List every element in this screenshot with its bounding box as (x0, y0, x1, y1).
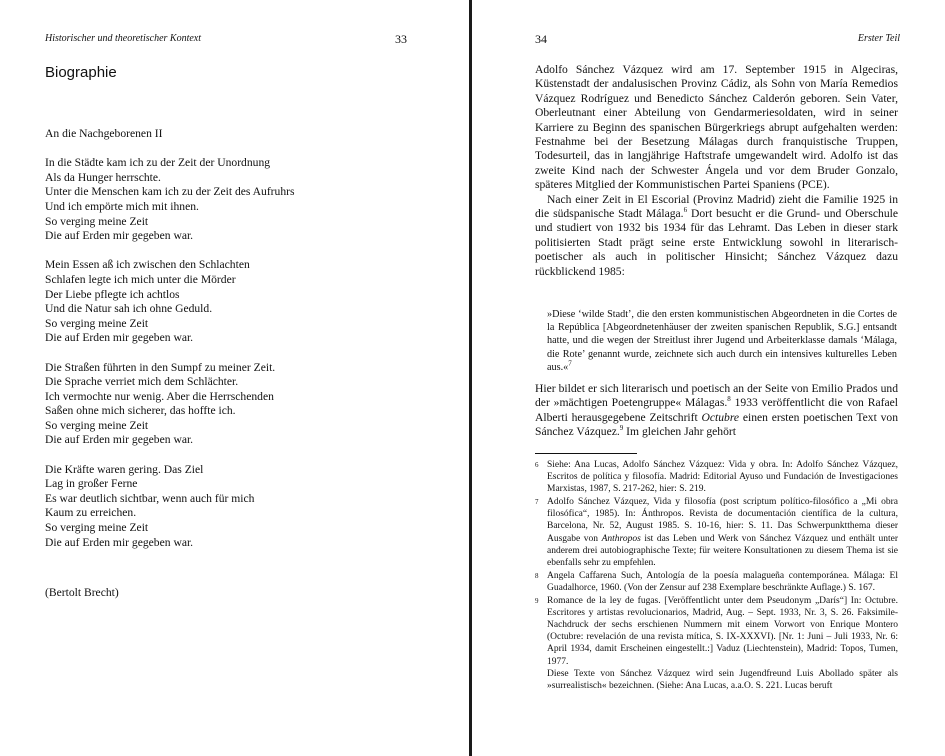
journal-title: Octubre (701, 410, 740, 424)
poem-line: Ich vermochte nur wenig. Aber die Herrschenden (45, 389, 274, 403)
paragraph-3-text: Im gleichen Jahr gehört (623, 425, 736, 439)
quote-text: »Diese ‘wilde Stadt’, die den ersten kommunistischen Abgeordneten in die Cortes de la República [Abgeordnetenhäuser der zweiten spanischen Republik, S.G.] entsandt hatte, und die wegen der Streitlust ihrer Jugend und Arbeiterklasse damals ‘Málaga, die Rote’ genannt wurde, zeichnete sich auch durch ein intensives kulturelles Leben aus.« (547, 309, 897, 373)
footnote-italic: Anthropos (601, 533, 641, 544)
poem-line: Unter die Menschen kam ich zu der Zeit des Aufruhrs (45, 185, 295, 199)
paragraph-2-text: Dort besucht er die Grund- und Oberschule und studiert von 1932 bis 1934 für das Lehramt. Das Leben in dieser stark politisierten Stadt prägt seine erste Entwicklung sowohl in literarisch-poetischer als auch in politischer Hinsicht; Sánchez Vázquez dazu rückblickend 1985: (535, 207, 898, 278)
poem-line: So verging meine Zeit (45, 316, 149, 330)
paragraph-3-text: einen ersten poetischen Text von Sánchez Vázquez. (535, 410, 898, 439)
paragraph-3 (535, 382, 898, 440)
footnote-number: 8 (535, 571, 539, 580)
footnote-text: ist das Leben und Werk von Sánchez Vázquez und enthält unter anderem drei autobiographische Texte; für weitere Konsultationen zu diesem Thema ist sie ebenfalls sehr zu empfehlen. (547, 533, 898, 568)
footnote-separator (535, 453, 637, 454)
poem-line: Mein Essen aß ich zwischen den Schlachten (45, 258, 250, 272)
poem-line: Die auf Erden mir gegeben war. (45, 535, 194, 549)
poem-line: So verging meine Zeit (45, 521, 149, 535)
poem-line: Und ich empörte mich mit ihnen. (45, 199, 199, 213)
poem-stanza-3 (45, 361, 445, 449)
poem-stanza-1 (45, 156, 445, 244)
footnote-number: 9 (535, 597, 539, 606)
poem-line: Und die Natur sah ich ohne Geduld. (45, 302, 213, 316)
footnote-number: 6 (535, 461, 539, 469)
poem-title: An die Nachgeborenen II (45, 127, 163, 140)
poem-stanza-4 (45, 463, 445, 551)
poem-line: In die Städte kam ich zu der Zeit der Unordnung (45, 156, 271, 170)
poem-line: Die auf Erden mir gegeben war. (45, 331, 194, 345)
footnote-number: 7 (535, 498, 539, 507)
paragraph-3-text: Hier bildet er sich literarisch und poetisch an der Seite von Emilio Prados und der »mächtigen Poetengruppe« Málagas. (535, 382, 898, 410)
poem-line: Saßen ohne mich sicherer, das hoffte ich. (45, 404, 236, 418)
poem-line: Die Straßen führten in den Sumpf zu meiner Zeit. (45, 360, 276, 374)
footnote-ref-8[interactable]: 8 (727, 395, 731, 404)
footnote-ref-9[interactable]: 9 (619, 424, 624, 433)
body-text-top (535, 63, 898, 279)
poem-line: Die Kräfte waren gering. Das Ziel (45, 462, 204, 476)
footnote-9 (535, 595, 898, 692)
running-head-right: Erster Teil (857, 33, 900, 44)
footnote-text: Siehe: Ana Lucas, Adolfo Sánchez Vázquez: Vida y obra. In: Adolfo Sánchez Vázquez, Escritos de política y filosofía. Madrid: Editorial Ayuso und Fundación de Investigaciones Marxistas, 1987, S. 217-262, hier: S. 219. (547, 460, 898, 495)
footnotes (535, 459, 898, 693)
poem-line: Die auf Erden mir gegeben war. (45, 229, 194, 243)
poem-author: (Bertolt Brecht) (45, 586, 119, 599)
footnote-6 (535, 459, 898, 495)
poem-line: Es war deutlich sichtbar, wenn auch für mich (45, 491, 255, 505)
paragraph-3-text: 1933 veröffentlicht die von Rafael Alberti herausgegebene Zeitschrift (535, 396, 898, 424)
footnote-text: Angela Caffarena Such, Antología de la poesía malagueña contemporánea. Málaga: El Guadalhorce, 1960. (Von der Zensur auf 238 Exemplare beschränkte Auflage.) S. 167. (547, 570, 898, 593)
footnote-7 (535, 496, 898, 569)
page-number-right: 34 (535, 32, 547, 46)
paragraph-1: Adolfo Sánchez Vázquez wird am 17. September 1915 in Algeciras, Küstenstadt der andalusischen Provinz Cádiz, als Sohn von María Remedios Vázquez Rodríguez und Benedicto Sánchez Calderón geboren. Sein Vater, Oberleutnant einer Abteilung von Gendarmeriesoldaten, wird in seiner Karriere zu Beginn des spanischen Bürgerkriegs abrupt aufgehalten werden: Festnahme bei der Besetzung Málagas durch franquistische Truppen, Todesurteil, das in langjährige Haftstrafe umgewandelt wird. Adolfo ist das zweite Kind nach der Schwester Ángela und vor dem Bruder Gonzalo, späteres Mitglied der Kommunistischen Partei Spaniens (PCE). (535, 63, 898, 192)
poem-line: Kaum zu erreichen. (45, 506, 137, 520)
body-text-bottom (535, 382, 898, 440)
left-page (0, 0, 469, 756)
running-head-left: Historischer und theoretischer Kontext (45, 33, 201, 44)
right-page (472, 0, 945, 756)
footnote-text: Romance de la ley de fugas. [Veröffentlicht unter dem Pseudonym „Darís“] In: Octubre. Escritores y artistas revolucionarios, Madrid, Aug. – Sept. 1933, Nr. 3, S. 26. Faksimile-Nachdruck der sechs erschienen Nummern mit einem Vorwort von Enrique Montero (Octubre: revelación de una revista mítica, S. IX-XXXVI). [Nr. 1: Juni – Juli 1933, Nr. 6: April 1934, damit Erscheinen eingestellt.:] Vaduz (Liechtenstein), Madrid: Topos, Tumen, 1977. (547, 596, 898, 667)
poem (45, 127, 445, 565)
poem-line: Schlafen legte ich mich unter die Mörder (45, 272, 236, 286)
poem-line: So verging meine Zeit (45, 418, 149, 432)
poem-line: Der Liebe pflegte ich achtlos (45, 287, 180, 301)
poem-line: Lag in großer Ferne (45, 477, 138, 491)
section-title: Biographie (45, 64, 117, 81)
footnote-text: Adolfo Sánchez Vázquez, Vida y filosofía (post scriptum político-filosófico a „Mi obra filosófica“, 1985). In: Ánthropos. Revista de documentación científica de la cultura, Barcelona, Nr. 52, August 1985. S. 10-16, hier: S. 11. Das Schwerpunktthema dieser Ausgabe von (547, 497, 898, 544)
poem-stanza-2 (45, 258, 445, 346)
poem-line: So verging meine Zeit (45, 214, 149, 228)
paragraph-2 (535, 193, 898, 279)
footnote-8 (535, 570, 898, 594)
footnote-ref-7[interactable]: 7 (568, 359, 572, 368)
footnote-continuation: Diese Texte von Sánchez Vázquez wird sein Jugendfreund Luis Abollado später als »surrealistisch« bezeichnen. (Siehe: Ana Lucas, a.a.O. S. 221. Lucas beruft (547, 668, 898, 691)
poem-line: Als da Hunger herrschte. (45, 170, 161, 184)
block-quote (547, 308, 897, 374)
paragraph-2-text: Nach einer Zeit in El Escorial (Provinz Madrid) zieht die Familie 1925 in die südspanische Stadt Málaga. (535, 192, 898, 221)
poem-line: Die Sprache verriet mich dem Schlächter. (45, 375, 239, 389)
poem-line: Die auf Erden mir gegeben war. (45, 433, 194, 447)
page-number-left: 33 (395, 32, 407, 46)
footnote-ref-6[interactable]: 6 (683, 206, 688, 215)
